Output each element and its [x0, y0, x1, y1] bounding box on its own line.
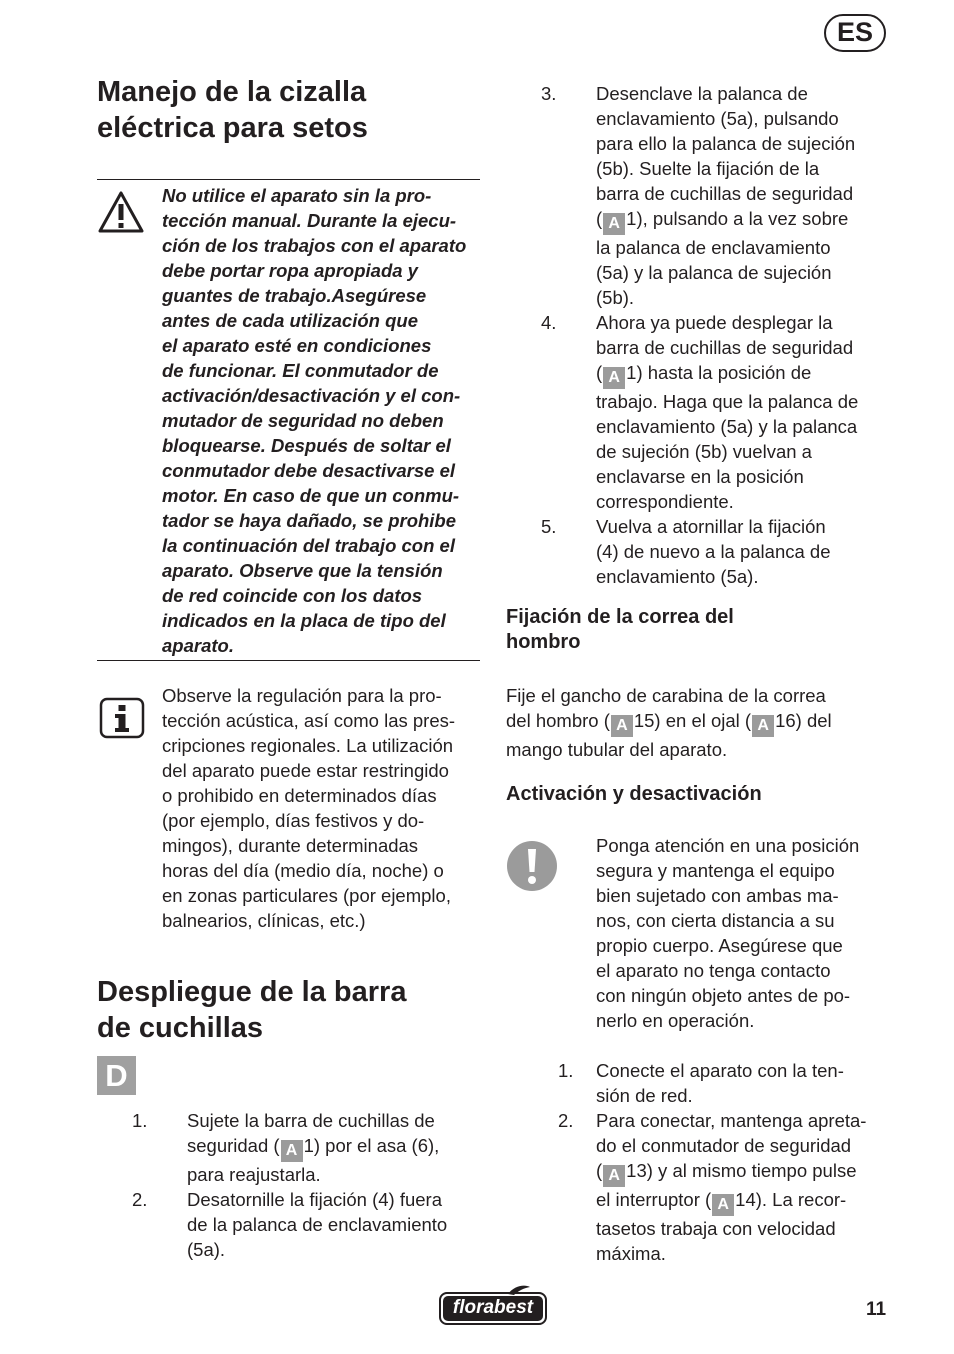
- text-line: Fije el gancho de carabina de la correa: [506, 685, 826, 706]
- text-fragment: 1) por el asa (6),: [303, 1135, 440, 1156]
- warning-top-rule: [97, 179, 480, 180]
- activation-steps-list: [558, 1058, 898, 1266]
- title-line: Manejo de la cizalla: [97, 76, 367, 108]
- text-line: enclavamiento (5a), pulsando: [596, 108, 839, 129]
- text-line: [596, 1187, 898, 1216]
- text-line: antes de cada utilización que: [162, 310, 418, 331]
- text-line: Vuelva a atornillar la fijación: [596, 516, 826, 537]
- page-number: 11: [866, 1299, 887, 1320]
- text-line: Desenclave la palanca de: [596, 83, 808, 104]
- text-line: sión de red.: [596, 1085, 693, 1106]
- step-number: 5.: [541, 516, 557, 537]
- text-line: mingos), durante determinadas: [162, 835, 419, 856]
- text-line: de funcionar. El conmutador de: [162, 360, 439, 381]
- list-item: [132, 1187, 492, 1262]
- florabest-logo: [438, 1284, 548, 1326]
- list-item: [541, 81, 901, 310]
- step-number: 4.: [541, 312, 557, 333]
- caution-text: [596, 833, 901, 1033]
- figure-a-ref: A: [281, 1140, 303, 1162]
- step-number: 2.: [558, 1110, 574, 1131]
- subheading-line: Fijación de la correa del: [506, 606, 734, 628]
- language-badge: ES: [824, 14, 886, 52]
- text-line: activación/desactivación y el con-: [162, 385, 461, 406]
- text-line: [187, 1133, 492, 1162]
- text-line: Conecte el aparato con la ten-: [596, 1060, 844, 1081]
- subheading-line: Activación y desactivación: [506, 783, 762, 805]
- list-item: [558, 1058, 898, 1108]
- text-line: Sujete la barra de cuchillas de: [187, 1110, 435, 1131]
- text-line: con ningún objeto antes de po-: [596, 985, 851, 1006]
- warning-text: [162, 183, 487, 658]
- text-line: propio cuerpo. Asegúrese que: [596, 935, 843, 956]
- figure-a-ref: A: [603, 213, 625, 235]
- info-icon: [99, 697, 145, 744]
- section-title-despliegue: [97, 974, 487, 1046]
- text-line: [596, 1158, 898, 1187]
- text-line: tección acústica, así como las pres-: [162, 710, 456, 731]
- text-line: do el conmutador de seguridad: [596, 1135, 852, 1156]
- text-line: nerlo en operación.: [596, 1010, 755, 1031]
- text-fragment: 13) y al mismo tiempo pulse: [626, 1160, 857, 1181]
- text-line: [506, 708, 901, 737]
- list-item: [541, 310, 901, 514]
- text-line: tador se haya dañado, se prohibe: [162, 510, 457, 531]
- text-line: bien sujetado con ambas ma-: [596, 885, 839, 906]
- figure-ref-badge: D: [97, 1056, 136, 1095]
- step-number: 3.: [541, 83, 557, 104]
- text-line: Para conectar, mantenga apreta-: [596, 1110, 867, 1131]
- step-number: 1.: [558, 1060, 574, 1081]
- text-line: Observe la regulación para la pro-: [162, 685, 442, 706]
- text-fragment: (: [596, 362, 603, 383]
- figure-a-ref: A: [712, 1194, 734, 1216]
- text-line: (5a) y la palanca de sujeción: [596, 262, 832, 283]
- text-fragment: (: [596, 208, 603, 229]
- text-line: de red coincide con los datos: [162, 585, 423, 606]
- text-line: (5b).: [596, 287, 635, 308]
- text-line: conmutador debe desactivarse el: [162, 460, 456, 481]
- section-title-manejo: [97, 74, 487, 146]
- text-line: el aparato esté en condiciones: [162, 335, 432, 356]
- text-fragment: seguridad (: [187, 1135, 280, 1156]
- text-line: Desatornille la fijación (4) fuera: [187, 1189, 443, 1210]
- text-fragment: 14). La recor-: [735, 1189, 847, 1210]
- text-line: en zonas particulares (por ejemplo,: [162, 885, 451, 906]
- title-line: Despliegue de la barra: [97, 976, 407, 1008]
- text-line: indicados en la placa de tipo del: [162, 610, 446, 631]
- text-line: segura y mantenga el equipo: [596, 860, 835, 881]
- step-number: 2.: [132, 1189, 148, 1210]
- text-line: o prohibido en determinados días: [162, 785, 437, 806]
- text-fragment: 1) hasta la posición de: [626, 362, 812, 383]
- text-line: (4) de nuevo a la palanca de: [596, 541, 831, 562]
- text-line: barra de cuchillas de seguridad: [596, 337, 854, 358]
- text-line: No utilice el aparato sin la pro-: [162, 185, 432, 206]
- text-line: debe portar ropa apropiada y: [162, 260, 418, 281]
- text-line: nos, con cierta distancia a su: [596, 910, 835, 931]
- text-line: horas del día (medio día, noche) o: [162, 860, 444, 881]
- text-line: de sujeción (5b) vuelvan a: [596, 441, 812, 462]
- text-line: (por ejemplo, días festivos y do-: [162, 810, 425, 831]
- title-line: eléctrica para setos: [97, 112, 368, 144]
- text-fragment: 15) en el ojal (: [633, 710, 752, 731]
- text-line: cripciones regionales. La utilización: [162, 735, 454, 756]
- text-line: [596, 360, 901, 389]
- subheading-shoulder-strap: [506, 605, 896, 655]
- list-item: [541, 514, 901, 589]
- text-line: tección manual. Durante la ejecu-: [162, 210, 457, 231]
- info-text: [162, 683, 487, 933]
- text-line: mango tubular del aparato.: [506, 739, 728, 760]
- subheading-line: hombro: [506, 631, 581, 653]
- text-line: Ahora ya puede desplegar la: [596, 312, 833, 333]
- text-fragment: el interruptor (: [596, 1189, 712, 1210]
- text-line: para reajustarla.: [187, 1164, 321, 1185]
- text-line: enclavarse en la posición: [596, 466, 804, 487]
- text-line: balnearios, clínicas, etc.): [162, 910, 366, 931]
- brand-name: florabest: [452, 1297, 534, 1318]
- text-fragment: 1), pulsando a la vez sobre: [626, 208, 849, 229]
- text-line: correspondiente.: [596, 491, 734, 512]
- text-line: tasetos trabaja con velocidad: [596, 1218, 836, 1239]
- text-line: trabajo. Haga que la palanca de: [596, 391, 859, 412]
- step-number: 1.: [132, 1110, 148, 1131]
- text-fragment: (: [596, 1160, 603, 1181]
- text-line: (5a).: [187, 1239, 226, 1260]
- list-item: [558, 1108, 898, 1266]
- text-line: enclavamiento (5a).: [596, 566, 759, 587]
- text-line: bloquearse. Después de soltar el: [162, 435, 451, 456]
- text-line: guantes de trabajo.Asegúrese: [162, 285, 427, 306]
- text-line: aparato.: [162, 635, 234, 656]
- text-fragment: del hombro (: [506, 710, 610, 731]
- text-line: ción de los trabajos con el aparato: [162, 235, 467, 256]
- text-line: barra de cuchillas de seguridad: [596, 183, 854, 204]
- text-line: mutador de seguridad no deben: [162, 410, 444, 431]
- text-line: enclavamiento (5a) y la palanca: [596, 416, 858, 437]
- text-line: la continuación del trabajo con el: [162, 535, 455, 556]
- figure-a-ref: A: [611, 715, 633, 737]
- figure-a-ref: A: [603, 367, 625, 389]
- figure-a-ref: A: [752, 715, 774, 737]
- subheading-activation: [506, 782, 896, 807]
- unfold-steps-list: [132, 1108, 492, 1262]
- warning-triangle-icon: [97, 190, 145, 239]
- text-line: máxima.: [596, 1243, 666, 1264]
- text-line: el aparato no tenga contacto: [596, 960, 831, 981]
- text-line: (5b). Suelte la fijación de la: [596, 158, 820, 179]
- unfold-steps-continued: [541, 81, 901, 589]
- text-line: para ello la palanca de sujeción: [596, 133, 856, 154]
- list-item: [132, 1108, 492, 1187]
- figure-a-ref: A: [603, 1165, 625, 1187]
- text-line: aparato. Observe que la tensión: [162, 560, 443, 581]
- title-line: de cuchillas: [97, 1012, 264, 1044]
- text-line: [596, 206, 901, 235]
- text-fragment: 16) del: [775, 710, 832, 731]
- strap-paragraph: [506, 683, 901, 762]
- text-line: la palanca de enclavamiento: [596, 237, 831, 258]
- warning-bottom-rule: [97, 660, 480, 661]
- text-line: Ponga atención en una posición: [596, 835, 860, 856]
- text-line: de la palanca de enclavamiento: [187, 1214, 448, 1235]
- caution-exclamation-icon: [506, 840, 558, 897]
- text-line: del aparato puede estar restringido: [162, 760, 449, 781]
- text-line: motor. En caso de que un conmu-: [162, 485, 460, 506]
